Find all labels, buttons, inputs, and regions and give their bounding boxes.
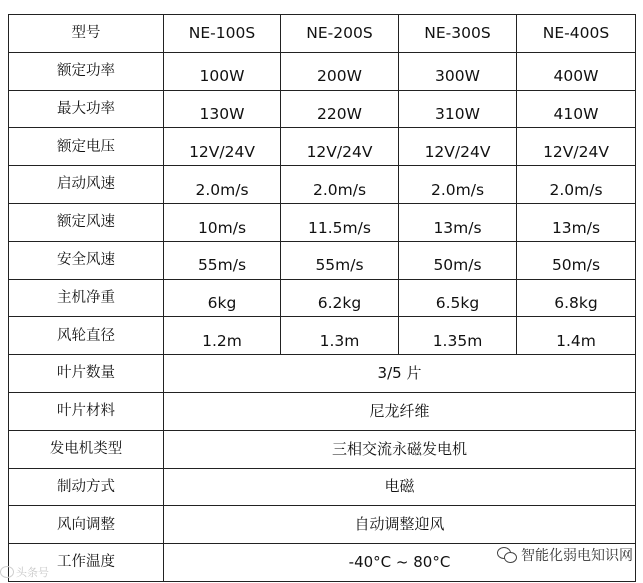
row-value: 6.8kg bbox=[517, 279, 636, 317]
row-value: 220W bbox=[281, 90, 399, 128]
row-label: 额定风速 bbox=[9, 203, 164, 241]
row-value: 300W bbox=[399, 52, 517, 90]
corner-watermark-text: 头条号 bbox=[16, 566, 49, 579]
table-row bbox=[9, 317, 636, 355]
row-value: 200W bbox=[281, 52, 399, 90]
row-value: 100W bbox=[164, 52, 281, 90]
row-label: 安全风速 bbox=[9, 241, 164, 279]
row-value: 13m/s bbox=[399, 203, 517, 241]
row-value: 6kg bbox=[164, 279, 281, 317]
row-value: 11.5m/s bbox=[281, 203, 399, 241]
row-label: 启动风速 bbox=[9, 166, 164, 204]
row-value: 2.0m/s bbox=[164, 166, 281, 204]
table-row bbox=[9, 506, 636, 544]
row-value: -40°C ~ 80°C bbox=[164, 544, 636, 582]
row-label: 主机净重 bbox=[9, 279, 164, 317]
row-value: 2.0m/s bbox=[281, 166, 399, 204]
row-label: 最大功率 bbox=[9, 90, 164, 128]
table-row bbox=[9, 468, 636, 506]
row-label: 发电机类型 bbox=[9, 430, 164, 468]
row-value: 55m/s bbox=[164, 241, 281, 279]
spec-table bbox=[8, 14, 636, 582]
row-value: 55m/s bbox=[281, 241, 399, 279]
row-value: 3/5 片 bbox=[164, 355, 636, 393]
row-value: 12V/24V bbox=[281, 128, 399, 166]
row-value: 1.2m bbox=[164, 317, 281, 355]
row-value: 2.0m/s bbox=[399, 166, 517, 204]
row-value: 12V/24V bbox=[399, 128, 517, 166]
wechat-icon bbox=[497, 547, 517, 563]
row-label: 叶片材料 bbox=[9, 392, 164, 430]
table-row bbox=[9, 203, 636, 241]
table-header-row bbox=[9, 15, 636, 53]
row-value: 6.2kg bbox=[281, 279, 399, 317]
model-header: NE-300S bbox=[399, 15, 517, 53]
row-label: 风轮直径 bbox=[9, 317, 164, 355]
row-value: 310W bbox=[399, 90, 517, 128]
row-label: 风向调整 bbox=[9, 506, 164, 544]
row-value: 50m/s bbox=[399, 241, 517, 279]
model-header: NE-400S bbox=[517, 15, 636, 53]
table-row bbox=[9, 90, 636, 128]
watermark-text: 智能化弱电知识网 bbox=[521, 548, 633, 564]
header-label: 型号 bbox=[9, 15, 164, 53]
row-value: 12V/24V bbox=[164, 128, 281, 166]
row-value: 自动调整迎风 bbox=[164, 506, 636, 544]
row-value: 6.5kg bbox=[399, 279, 517, 317]
model-header: NE-100S bbox=[164, 15, 281, 53]
model-header: NE-200S bbox=[281, 15, 399, 53]
row-value: 13m/s bbox=[517, 203, 636, 241]
weibo-icon bbox=[0, 566, 14, 578]
table-row bbox=[9, 279, 636, 317]
table-row bbox=[9, 166, 636, 204]
row-value: 400W bbox=[517, 52, 636, 90]
row-label: 制动方式 bbox=[9, 468, 164, 506]
row-value: 尼龙纤维 bbox=[164, 392, 636, 430]
table-row bbox=[9, 52, 636, 90]
table-row bbox=[9, 355, 636, 393]
table-row bbox=[9, 241, 636, 279]
row-label: 额定电压 bbox=[9, 128, 164, 166]
row-value: 1.4m bbox=[517, 317, 636, 355]
row-value: 2.0m/s bbox=[517, 166, 636, 204]
row-value: 50m/s bbox=[517, 241, 636, 279]
row-value: 410W bbox=[517, 90, 636, 128]
row-value: 1.35m bbox=[399, 317, 517, 355]
source-watermark bbox=[497, 545, 633, 565]
table-row bbox=[9, 392, 636, 430]
row-value: 三相交流永磁发电机 bbox=[164, 430, 636, 468]
corner-watermark bbox=[0, 564, 49, 580]
row-label: 工作温度 bbox=[9, 544, 164, 582]
row-label: 叶片数量 bbox=[9, 355, 164, 393]
row-value: 130W bbox=[164, 90, 281, 128]
row-value: 10m/s bbox=[164, 203, 281, 241]
table-row bbox=[9, 430, 636, 468]
row-value: 电磁 bbox=[164, 468, 636, 506]
table-row bbox=[9, 128, 636, 166]
row-value: 12V/24V bbox=[517, 128, 636, 166]
row-value: 1.3m bbox=[281, 317, 399, 355]
row-label: 额定功率 bbox=[9, 52, 164, 90]
